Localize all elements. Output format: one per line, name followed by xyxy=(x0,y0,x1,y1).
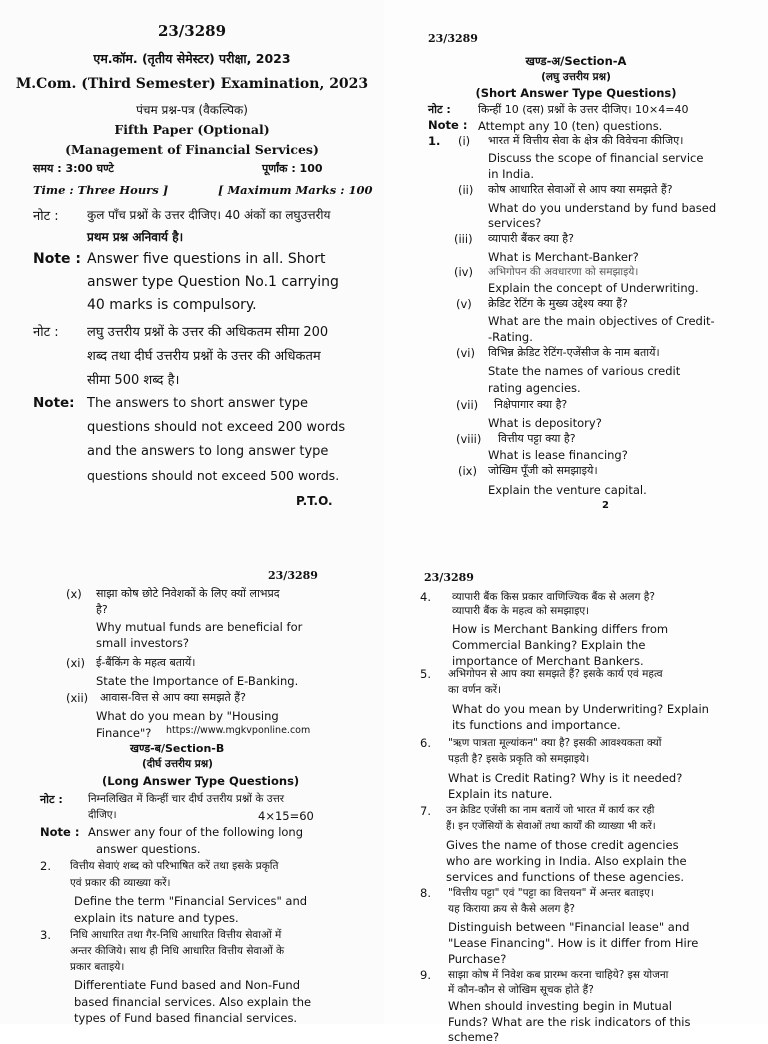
question-number: 4. xyxy=(420,590,431,604)
question-hindi-continued: पड़ती है? इसके प्रकृति को समझाइये। xyxy=(448,753,590,765)
section-a-english: (Short Answer Type Questions) xyxy=(475,86,677,100)
section-b-hindi: (दीर्घ उत्तरीय प्रश्न) xyxy=(142,758,213,770)
note-4-line-4: questions should not exceed 500 words. xyxy=(87,468,340,483)
inline-url[interactable]: https://www.mgkvponline.com xyxy=(166,725,311,736)
note-1-line-1: कुल पाँच प्रश्नों के उत्तर दीजिए। 40 अंकों का लघुउत्तरीय xyxy=(87,208,331,222)
question-english-continued: services and functions of these agencies. xyxy=(446,870,685,884)
question-english-continued: importance of Merchant Bankers. xyxy=(452,654,644,668)
question-hindi: अभिगोपन से आप क्या समझते हैं? इसके कार्य एवं महत्व xyxy=(448,668,663,680)
question-number: 8. xyxy=(420,886,431,900)
question-hindi-continued: हैं। इन एजेंसियों के सेवाओं तथा कार्यों की व्याख्या भी करें। xyxy=(446,821,656,832)
question-number: 6. xyxy=(420,736,431,750)
question-hindi-continued: प्रकार बताइये। xyxy=(70,961,125,973)
section-a-hindi: (लघु उत्तरीय प्रश्न) xyxy=(541,71,611,83)
item-english-continued: rating agencies. xyxy=(488,381,581,395)
question-number: 9. xyxy=(420,968,431,982)
page-number: 2 xyxy=(602,500,609,511)
note-hindi: निम्नलिखित में किन्हीं चार दीर्घ उत्तरीय प्रश्नों के उत्तर xyxy=(88,793,285,805)
item-hindi: साझा कोष छोटे निवेशकों के लिए क्यों लाभप्रद xyxy=(96,587,280,600)
pto-label: P.T.O. xyxy=(296,494,333,508)
item-english-continued: in India. xyxy=(488,167,535,181)
note-2-line-2: answer type Question No.1 carrying xyxy=(87,274,339,290)
note-hindi-label: नोट : xyxy=(40,793,63,806)
item-hindi: भारत में वित्तीय सेवा के क्षेत्र की विवेचना कीजिए। xyxy=(488,134,684,147)
question-english-continued: who are working in India. Also explain the xyxy=(446,854,687,868)
question-hindi: "वित्तीय पट्टा" एवं "पट्टा का वित्तयन" में अन्तर बताइए। xyxy=(448,887,654,899)
item-number: (vi) xyxy=(456,346,475,360)
exam-title-hindi: एम.कॉम. (तृतीय सेमेस्टर) परीक्षा, 2023 xyxy=(93,51,291,66)
question-hindi: साझा कोष में निवेश कब प्रारम्भ करना चाहिये? इस योजना xyxy=(448,969,669,981)
note-english-continued: answer questions. xyxy=(96,842,201,856)
note-2-line-1: Answer five questions in all. Short xyxy=(87,251,326,267)
marks-english: [ Maximum Marks : 100 xyxy=(218,183,373,197)
note-1-line-2: प्रथम प्रश्न अनिवार्य है। xyxy=(87,230,184,244)
item-number: (iv) xyxy=(454,265,473,279)
item-number: (v) xyxy=(456,297,472,311)
note-4-label: Note: xyxy=(33,395,75,411)
item-number: (viii) xyxy=(456,432,482,446)
item-number: (xi) xyxy=(66,656,85,670)
section-a-title: खण्ड-अ/Section-A xyxy=(525,54,627,68)
paper-code: 23/3289 xyxy=(157,22,227,40)
item-english: Discuss the scope of financial service xyxy=(488,151,704,165)
item-number: (ix) xyxy=(458,464,477,478)
paper-code: 23/3289 xyxy=(424,571,474,584)
question-hindi-continued: यह किराया क्रय से कैसे अलग है? xyxy=(448,903,575,915)
question-number: 5. xyxy=(420,667,431,681)
item-english: Explain the concept of Underwriting. xyxy=(488,281,699,295)
note-4-line-1: The answers to short answer type xyxy=(87,396,309,411)
item-hindi: व्यापारी बैंकर क्या है? xyxy=(488,232,574,245)
question-english-continued: explain its nature and types. xyxy=(74,911,239,925)
note-english-label: Note : xyxy=(428,118,468,132)
item-number: (xii) xyxy=(66,691,89,705)
item-hindi: निक्षेपागार क्या है? xyxy=(494,398,568,411)
question-english-continued: "Lease Financing". How is it differ from Hire xyxy=(448,936,699,950)
item-english-continued: services? xyxy=(488,216,542,230)
note-3-line-3: सीमा 500 शब्द है। xyxy=(87,373,180,388)
item-english-continued: small investors? xyxy=(96,636,190,650)
note-4-line-2: questions should not exceed 200 words xyxy=(87,420,346,435)
question-english: Gives the name of those credit agencies xyxy=(446,838,679,852)
page-2 xyxy=(384,0,768,512)
note-hindi-continued: दीजिए। xyxy=(88,809,117,821)
note-1-label: नोट : xyxy=(33,209,59,224)
item-english: What is depository? xyxy=(488,416,602,430)
note-2-line-3: 40 marks is compulsory. xyxy=(87,297,257,313)
question-english-continued: Explain its nature. xyxy=(448,787,553,801)
paper-code: 23/3289 xyxy=(268,569,318,582)
question-hindi-continued: में कौन-कौन से जोखिम सूचक होते हैं? xyxy=(448,984,594,996)
item-english: What is lease financing? xyxy=(488,448,628,462)
question-hindi: व्यापारी बैंक किस प्रकार वाणिज्यिक बैंक से अलग है? xyxy=(452,591,655,603)
item-hindi: आवास-वित्त से आप क्या समझते हैं? xyxy=(100,691,246,704)
item-number: (x) xyxy=(66,587,82,601)
item-number: (ii) xyxy=(458,183,474,197)
marks-allocation: 4×15=60 xyxy=(258,809,314,823)
note-3-line-1: लघु उत्तरीय प्रश्नों के उत्तर की अधिकतम सीमा 200 xyxy=(87,325,329,340)
item-hindi: ई-बैंकिंग के महत्व बतायें। xyxy=(96,656,196,669)
note-english: Answer any four of the following long xyxy=(88,825,304,839)
question-english: Distinguish between "Financial lease" and xyxy=(448,920,690,934)
question-hindi: "ऋण पात्रता मूल्यांकन" क्या है? इसकी आवश्यकता क्यों xyxy=(448,737,662,749)
page-3 xyxy=(0,512,384,1024)
note-4-line-3: and the answers to long answer type xyxy=(87,444,329,459)
question-english-continued: scheme? xyxy=(448,1030,500,1044)
question-hindi: निधि आधारित तथा गैर-निधि आधारित वित्तीय सेवाओं में xyxy=(70,929,282,941)
note-english-label: Note : xyxy=(40,825,80,839)
question-english: How is Merchant Banking differs from xyxy=(452,622,669,636)
paper-code: 23/3289 xyxy=(428,32,478,45)
item-hindi: विभिन्न क्रेडिट रेटिंग-एजेंसीज के नाम बतायें। xyxy=(488,346,660,359)
question-english-continued: its functions and importance. xyxy=(452,718,621,732)
question-english-continued: Purchase? xyxy=(448,952,507,966)
question-english: When should investing begin in Mutual xyxy=(448,999,672,1013)
question-english: Define the term "Financial Services" and xyxy=(74,894,308,908)
question-number: 1. xyxy=(428,134,441,148)
note-3-line-2: शब्द तथा दीर्घ उत्तरीय प्रश्नों के उत्तर की अधिकतम xyxy=(87,349,321,364)
note-english: Attempt any 10 (ten) questions. xyxy=(478,119,663,133)
question-english-continued: Funds? What are the risk indicators of this xyxy=(448,1015,691,1029)
subject-title: (Management of Financial Services) xyxy=(65,142,319,157)
section-b-title: खण्ड-ब/Section-B xyxy=(130,742,225,755)
note-hindi: किन्हीं 10 (दस) प्रश्नों के उत्तर दीजिए। 10×4=40 xyxy=(478,103,689,116)
question-english: What is Credit Rating? Why is it needed? xyxy=(448,771,683,785)
question-english-continued: types of Fund based financial services. xyxy=(74,1011,298,1025)
item-english: State the names of various credit xyxy=(488,364,681,378)
time-english: Time : Three Hours ] xyxy=(33,183,169,197)
question-english: What do you mean by Underwriting? Explain xyxy=(452,702,709,716)
note-2-label: Note : xyxy=(33,251,81,267)
item-hindi: क्रेडिट रेटिंग के मुख्य उद्देश्य क्या हैं? xyxy=(488,297,628,310)
question-english-continued: Commercial Banking? Explain the xyxy=(452,638,646,652)
item-english: What are the main objectives of Credit- xyxy=(488,314,715,328)
question-english-continued: based financial services. Also explain the xyxy=(74,995,312,1009)
question-number: 7. xyxy=(420,804,431,818)
page-1 xyxy=(0,0,384,512)
question-hindi-continued: एवं प्रकार की व्याख्या करें। xyxy=(70,877,171,889)
item-hindi: अभिगोपन की अवधारणा को समझाइये। xyxy=(488,266,639,278)
question-hindi-continued: का वर्णन करें। xyxy=(448,684,502,696)
marks-hindi: पूर्णांक : 100 xyxy=(262,162,323,175)
item-english: Explain the venture capital. xyxy=(488,483,647,497)
item-english: Why mutual funds are beneficial for xyxy=(96,620,303,634)
item-english: State the Importance of E-Banking. xyxy=(96,674,299,688)
question-hindi: उन क्रेडिट एजेंसी का नाम बतायें जो भारत में कार्य कर रही xyxy=(446,805,655,816)
page-4 xyxy=(384,512,768,1044)
item-english: What do you mean by "Housing xyxy=(96,709,279,723)
note-3-label: नोट : xyxy=(33,325,59,340)
question-english: Differentiate Fund based and Non-Fund xyxy=(74,978,300,992)
question-hindi-continued: व्यापारी बैंक के महत्व को समझाइए। xyxy=(452,605,590,617)
question-number: 3. xyxy=(40,928,51,942)
item-english-continued: -Rating. xyxy=(488,330,533,344)
paper-name-english: Fifth Paper (Optional) xyxy=(114,122,270,137)
paper-name-hindi: पंचम प्रश्न-पत्र (वैकल्पिक) xyxy=(136,103,248,117)
exam-title-english: M.Com. (Third Semester) Examination, 2023 xyxy=(15,76,369,92)
item-hindi: वित्तीय पट्टा क्या है? xyxy=(498,432,576,445)
item-hindi: कोष आधारित सेवाओं से आप क्या समझते हैं? xyxy=(488,183,673,196)
item-hindi-continued: है? xyxy=(96,603,108,616)
item-number: (iii) xyxy=(454,232,473,246)
item-hindi: जोखिम पूँजी को समझाइये। xyxy=(488,464,598,477)
note-hindi-label: नोट : xyxy=(428,103,451,116)
question-number: 2. xyxy=(40,859,51,873)
item-english: What is Merchant-Banker? xyxy=(488,250,639,264)
item-english: What do you understand by fund based xyxy=(488,201,717,215)
item-number: (vii) xyxy=(456,398,479,412)
section-b-english: (Long Answer Type Questions) xyxy=(102,774,300,788)
item-number: (i) xyxy=(458,134,471,148)
item-english-continued: Finance"? xyxy=(96,726,152,740)
question-hindi: वित्तीय सेवाएं शब्द को परिभाषित करें तथा इसके प्रकृति xyxy=(70,860,279,872)
time-hindi: समय : 3:00 घण्टे xyxy=(33,162,114,175)
question-hindi-continued: अन्तर कीजिये। साथ ही निधि आधारित वित्तीय सेवाओं के xyxy=(70,945,285,957)
